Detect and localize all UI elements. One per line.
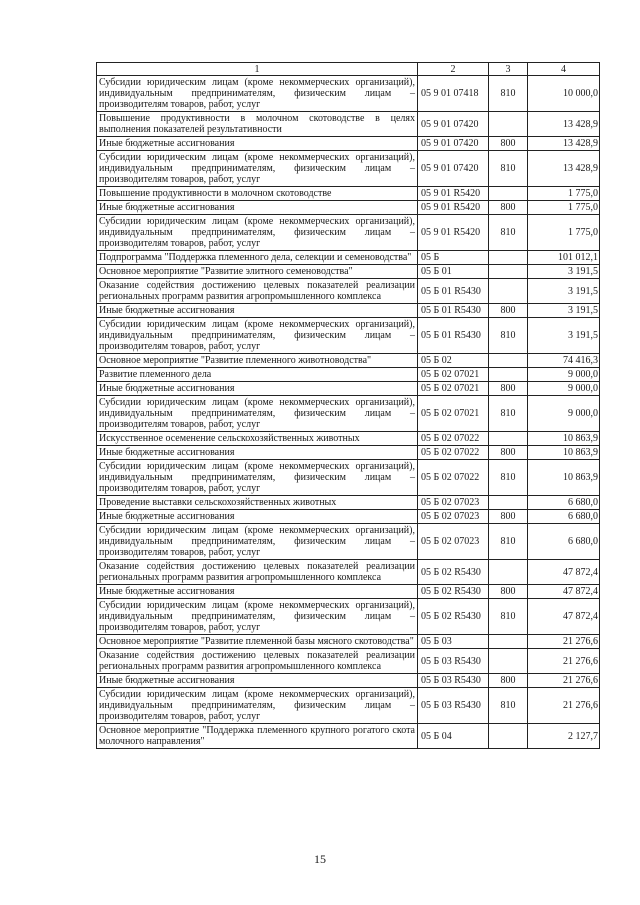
table-body	[97, 76, 600, 749]
row-name-cell: Иные бюджетные ассигнования	[97, 304, 418, 318]
row-amount-cell: 6 680,0	[528, 524, 600, 560]
page-number: 15	[314, 852, 326, 866]
row-name-cell: Оказание содействия достижению целевых показателей реализации региональных программ развития агропромышленного комплекса	[97, 560, 418, 585]
row-type-cell	[489, 560, 528, 585]
row-type-cell	[489, 354, 528, 368]
table-row	[97, 496, 600, 510]
row-code-cell: 05 Б 02 07023	[418, 524, 489, 560]
row-amount-cell: 21 276,6	[528, 649, 600, 674]
row-type-cell	[489, 635, 528, 649]
table-row	[97, 510, 600, 524]
row-code-cell: 05 Б 04	[418, 724, 489, 749]
row-type-cell	[489, 496, 528, 510]
table-row	[97, 187, 600, 201]
row-type-cell: 800	[489, 137, 528, 151]
header-col-3: 3	[489, 63, 528, 76]
table-row	[97, 635, 600, 649]
row-type-cell	[489, 649, 528, 674]
row-name-cell: Проведение выставки сельскохозяйственных животных	[97, 496, 418, 510]
table-row	[97, 304, 600, 318]
row-name-cell: Оказание содействия достижению целевых показателей реализации региональных программ развития агропромышленного комплекса	[97, 279, 418, 304]
row-type-cell: 810	[489, 76, 528, 112]
table-row	[97, 432, 600, 446]
row-name-cell: Повышение продуктивности в молочном скотоводстве	[97, 187, 418, 201]
table-row	[97, 524, 600, 560]
row-code-cell: 05 Б 01	[418, 265, 489, 279]
row-code-cell: 05 9 01 R5420	[418, 187, 489, 201]
row-amount-cell: 47 872,4	[528, 599, 600, 635]
row-code-cell: 05 Б 01 R5430	[418, 304, 489, 318]
row-amount-cell: 21 276,6	[528, 635, 600, 649]
row-type-cell: 800	[489, 304, 528, 318]
table-row	[97, 112, 600, 137]
row-name-cell: Повышение продуктивности в молочном скотоводстве в целях выполнения показателей результативности	[97, 112, 418, 137]
row-type-cell: 810	[489, 396, 528, 432]
table-row	[97, 215, 600, 251]
table-row	[97, 688, 600, 724]
row-name-cell: Основное мероприятие "Развитие племенного животноводства"	[97, 354, 418, 368]
row-code-cell: 05 Б 03 R5430	[418, 674, 489, 688]
row-code-cell: 05 9 01 07420	[418, 137, 489, 151]
row-type-cell: 810	[489, 318, 528, 354]
row-name-cell: Субсидии юридическим лицам (кроме некоммерческих организаций), индивидуальным предпринимателям, физическим лицам – производителям товаров, работ, услуг	[97, 688, 418, 724]
row-name-cell: Субсидии юридическим лицам (кроме некоммерческих организаций), индивидуальным предпринимателям, физическим лицам – производителям товаров, работ, услуг	[97, 215, 418, 251]
table-row	[97, 585, 600, 599]
row-name-cell: Оказание содействия достижению целевых показателей реализации региональных программ развития агропромышленного комплекса	[97, 649, 418, 674]
row-type-cell: 810	[489, 215, 528, 251]
row-code-cell: 05 Б 02 07021	[418, 368, 489, 382]
table-row	[97, 137, 600, 151]
row-amount-cell: 3 191,5	[528, 318, 600, 354]
table-row	[97, 354, 600, 368]
row-name-cell: Основное мероприятие "Развитие племенной базы мясного скотоводства"	[97, 635, 418, 649]
row-type-cell	[489, 432, 528, 446]
row-amount-cell: 74 416,3	[528, 354, 600, 368]
row-name-cell: Субсидии юридическим лицам (кроме некоммерческих организаций), индивидуальным предпринимателям, физическим лицам – производителям товаров, работ, услуг	[97, 460, 418, 496]
row-amount-cell: 13 428,9	[528, 137, 600, 151]
row-amount-cell: 13 428,9	[528, 112, 600, 137]
row-code-cell: 05 Б 02 R5430	[418, 599, 489, 635]
row-code-cell: 05 9 01 07420	[418, 112, 489, 137]
row-type-cell: 800	[489, 585, 528, 599]
row-code-cell: 05 Б 01 R5430	[418, 279, 489, 304]
row-code-cell: 05 Б 02 07022	[418, 432, 489, 446]
row-type-cell: 800	[489, 446, 528, 460]
row-code-cell: 05 Б 02 07022	[418, 446, 489, 460]
row-amount-cell: 1 775,0	[528, 215, 600, 251]
row-code-cell: 05 Б 02 R5430	[418, 560, 489, 585]
table-row	[97, 674, 600, 688]
table-header-row	[97, 63, 600, 76]
row-type-cell: 800	[489, 674, 528, 688]
row-amount-cell: 1 775,0	[528, 187, 600, 201]
row-amount-cell: 101 012,1	[528, 251, 600, 265]
row-name-cell: Развитие племенного дела	[97, 368, 418, 382]
table-row	[97, 151, 600, 187]
table-row	[97, 724, 600, 749]
row-type-cell: 810	[489, 599, 528, 635]
table-row	[97, 446, 600, 460]
table-row	[97, 649, 600, 674]
row-name-cell: Иные бюджетные ассигнования	[97, 137, 418, 151]
row-amount-cell: 21 276,6	[528, 688, 600, 724]
table-row	[97, 460, 600, 496]
row-name-cell: Иные бюджетные ассигнования	[97, 585, 418, 599]
row-name-cell: Субсидии юридическим лицам (кроме некоммерческих организаций), индивидуальным предпринимателям, физическим лицам – производителям товаров, работ, услуг	[97, 76, 418, 112]
row-code-cell: 05 Б	[418, 251, 489, 265]
row-code-cell: 05 Б 02 07021	[418, 382, 489, 396]
row-type-cell: 800	[489, 382, 528, 396]
row-amount-cell: 6 680,0	[528, 496, 600, 510]
table-row	[97, 560, 600, 585]
row-amount-cell: 3 191,5	[528, 265, 600, 279]
row-code-cell: 05 Б 02 07023	[418, 510, 489, 524]
row-name-cell: Основное мероприятие "Развитие элитного семеноводства"	[97, 265, 418, 279]
row-type-cell: 810	[489, 151, 528, 187]
row-code-cell: 05 Б 03	[418, 635, 489, 649]
row-name-cell: Иные бюджетные ассигнования	[97, 446, 418, 460]
table-row	[97, 279, 600, 304]
row-code-cell: 05 Б 02 R5430	[418, 585, 489, 599]
row-name-cell: Иные бюджетные ассигнования	[97, 382, 418, 396]
row-code-cell: 05 Б 02 07021	[418, 396, 489, 432]
row-amount-cell: 10 863,9	[528, 432, 600, 446]
row-name-cell: Субсидии юридическим лицам (кроме некоммерческих организаций), индивидуальным предпринимателям, физическим лицам – производителям товаров, работ, услуг	[97, 151, 418, 187]
row-code-cell: 05 Б 02	[418, 354, 489, 368]
row-amount-cell: 13 428,9	[528, 151, 600, 187]
row-type-cell	[489, 279, 528, 304]
row-type-cell	[489, 112, 528, 137]
header-col-4: 4	[528, 63, 600, 76]
row-amount-cell: 9 000,0	[528, 368, 600, 382]
table-row	[97, 201, 600, 215]
row-name-cell: Субсидии юридическим лицам (кроме некоммерческих организаций), индивидуальным предпринимателям, физическим лицам – производителям товаров, работ, услуг	[97, 396, 418, 432]
row-type-cell	[489, 724, 528, 749]
row-amount-cell: 47 872,4	[528, 560, 600, 585]
table-row	[97, 76, 600, 112]
row-amount-cell: 3 191,5	[528, 279, 600, 304]
row-name-cell: Субсидии юридическим лицам (кроме некоммерческих организаций), индивидуальным предпринимателям, физическим лицам – производителям товаров, работ, услуг	[97, 524, 418, 560]
row-type-cell	[489, 368, 528, 382]
row-name-cell: Иные бюджетные ассигнования	[97, 674, 418, 688]
row-code-cell: 05 Б 02 07023	[418, 496, 489, 510]
row-code-cell: 05 9 01 R5420	[418, 215, 489, 251]
row-type-cell	[489, 251, 528, 265]
header-col-2: 2	[418, 63, 489, 76]
budget-table	[96, 62, 600, 749]
row-amount-cell: 1 775,0	[528, 201, 600, 215]
row-type-cell	[489, 187, 528, 201]
table-row	[97, 251, 600, 265]
row-code-cell: 05 Б 03 R5430	[418, 649, 489, 674]
row-amount-cell: 9 000,0	[528, 396, 600, 432]
row-code-cell: 05 Б 02 07022	[418, 460, 489, 496]
row-name-cell: Иные бюджетные ассигнования	[97, 510, 418, 524]
header-col-1: 1	[97, 63, 418, 76]
row-name-cell: Субсидии юридическим лицам (кроме некоммерческих организаций), индивидуальным предпринимателям, физическим лицам – производителям товаров, работ, услуг	[97, 599, 418, 635]
row-code-cell: 05 9 01 07420	[418, 151, 489, 187]
table-row	[97, 368, 600, 382]
row-code-cell: 05 9 01 R5420	[418, 201, 489, 215]
row-amount-cell: 21 276,6	[528, 674, 600, 688]
row-amount-cell: 47 872,4	[528, 585, 600, 599]
row-name-cell: Иные бюджетные ассигнования	[97, 201, 418, 215]
table-row	[97, 318, 600, 354]
row-amount-cell: 2 127,7	[528, 724, 600, 749]
row-name-cell: Подпрограмма "Поддержка племенного дела, селекции и семеноводства"	[97, 251, 418, 265]
table-row	[97, 599, 600, 635]
row-amount-cell: 3 191,5	[528, 304, 600, 318]
row-amount-cell: 10 863,9	[528, 460, 600, 496]
row-code-cell: 05 9 01 07418	[418, 76, 489, 112]
row-amount-cell: 9 000,0	[528, 382, 600, 396]
row-type-cell: 800	[489, 510, 528, 524]
row-type-cell: 800	[489, 201, 528, 215]
row-type-cell: 810	[489, 688, 528, 724]
row-type-cell: 810	[489, 460, 528, 496]
row-name-cell: Основное мероприятие "Поддержка племенного крупного рогатого скота молочного направления"	[97, 724, 418, 749]
row-amount-cell: 6 680,0	[528, 510, 600, 524]
row-amount-cell: 10 863,9	[528, 446, 600, 460]
row-code-cell: 05 Б 01 R5430	[418, 318, 489, 354]
budget-table-sheet	[96, 62, 599, 749]
table-row	[97, 382, 600, 396]
table-row	[97, 265, 600, 279]
row-type-cell: 810	[489, 524, 528, 560]
row-code-cell: 05 Б 03 R5430	[418, 688, 489, 724]
table-row	[97, 396, 600, 432]
row-amount-cell: 10 000,0	[528, 76, 600, 112]
row-name-cell: Субсидии юридическим лицам (кроме некоммерческих организаций), индивидуальным предпринимателям, физическим лицам – производителям товаров, работ, услуг	[97, 318, 418, 354]
row-name-cell: Искусственное осеменение сельскохозяйственных животных	[97, 432, 418, 446]
row-type-cell	[489, 265, 528, 279]
